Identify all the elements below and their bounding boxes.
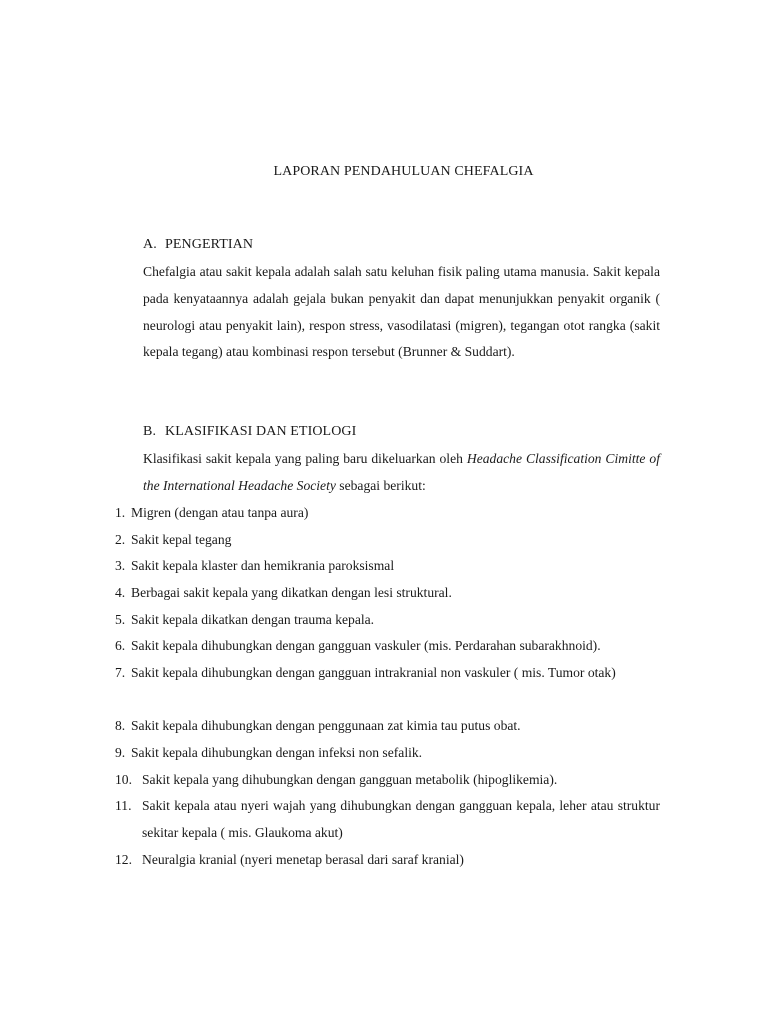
list-item — [115, 500, 660, 527]
list-item — [115, 713, 660, 740]
list-item-text: Sakit kepala dikatkan dengan trauma kepala. — [131, 612, 375, 627]
section-b-letter: B. — [143, 424, 157, 439]
list-item-number: 9. — [115, 745, 126, 760]
list-item-text: Sakit kepala dihubungkan dengan penggunaan zat kimia tau putus obat. — [131, 718, 521, 733]
list-item-number: 8. — [115, 718, 126, 733]
list-item-text: Sakit kepala atau nyeri wajah yang dihubungkan dengan gangguan kepala, leher atau struktur sekitar kepala ( mis. Glaukoma akut) — [142, 798, 660, 840]
list-item-text: Sakit kepala yang dihubungkan dengan gangguan metabolik (hipoglikemia). — [142, 772, 558, 787]
intro-text-after: sebagai berikut: — [335, 477, 426, 493]
section-a-letter: A. — [143, 237, 157, 252]
list-item-number: 10. — [115, 772, 132, 787]
list-item — [115, 793, 660, 847]
list-item — [115, 580, 660, 607]
list-item — [115, 740, 660, 767]
list-item-number: 3. — [115, 558, 126, 573]
list-item-number: 4. — [115, 585, 126, 600]
list-item-text: Sakit kepal tegang — [131, 532, 232, 547]
list-item-number: 5. — [115, 612, 126, 627]
list-item — [115, 767, 660, 794]
section-a-title: PENGERTIAN — [165, 237, 254, 252]
list-item-text: Berbagai sakit kepala yang dikatkan dengan lesi struktural. — [131, 585, 452, 600]
intro-text-italic: Headache Classification Cimitte of the International Headache Society — [143, 451, 660, 493]
list-item — [115, 660, 660, 687]
list-item-number: 12. — [115, 852, 132, 867]
list-item — [115, 607, 660, 634]
list-item-number: 6. — [115, 638, 126, 653]
list-item — [115, 527, 660, 554]
section-b-title: KLASIFIKASI DAN ETIOLOGI — [165, 424, 357, 439]
list-item — [115, 847, 660, 874]
section-b-heading — [143, 424, 356, 440]
intro-text-before: Klasifikasi sakit kepala yang paling baru dikeluarkan oleh — [143, 451, 467, 466]
list-item-number: 11. — [115, 798, 132, 813]
list-item-text: Sakit kepala dihubungkan dengan gangguan intrakranial non vaskuler ( mis. Tumor otak) — [131, 665, 616, 680]
list-item — [115, 633, 660, 660]
list-item-number: 2. — [115, 532, 126, 547]
list-item-text: Sakit kepala klaster dan hemikrania paroksismal — [131, 558, 395, 573]
list-item-text: Migren (dengan atau tanpa aura) — [131, 505, 309, 520]
list-item-text: Sakit kepala dihubungkan dengan gangguan vaskuler (mis. Perdarahan subarakhnoid). — [131, 638, 601, 653]
list-item-text: Neuralgia kranial (nyeri menetap berasal dari saraf kranial) — [142, 852, 464, 867]
document-title: LAPORAN PENDAHULUAN CHEFALGIA — [273, 164, 534, 179]
list-item-text: Sakit kepala dihubungkan dengan infeksi non sefalik. — [131, 745, 423, 760]
list-item-number: 1. — [115, 505, 126, 520]
section-b-intro — [143, 446, 660, 500]
list-item — [115, 553, 660, 580]
section-a-heading — [143, 237, 253, 253]
section-a-paragraph: Chefalgia atau sakit kepala adalah salah satu keluhan fisik paling utama manusia. Sakit kepala pada kenyataannya adalah gejala bukan penyakit dan dapat menunjukkan penyakit organik ( neurologi atau penyakit lain), respon stress, vasodilatasi (migren), tegangan otot rangka (sakit kepala tegang) atau kombinasi respon tersebut (Brunner & Suddart). — [143, 264, 660, 360]
list-item-number: 7. — [115, 665, 126, 680]
